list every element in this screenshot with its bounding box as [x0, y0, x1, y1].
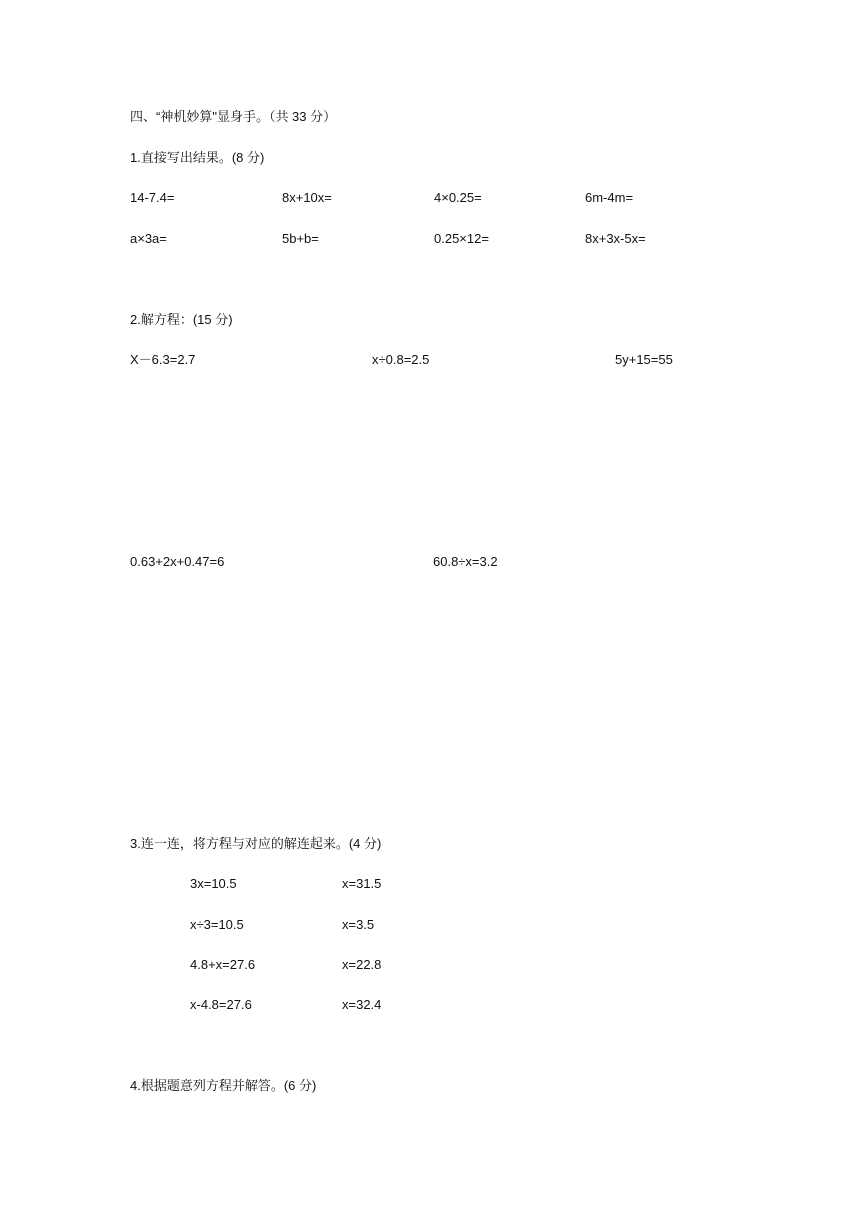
q1-item: 8x+10x= — [282, 190, 332, 205]
q2-equation: x÷0.8=2.5 — [372, 352, 430, 367]
q3-solution: x=3.5 — [342, 917, 375, 932]
q1-item: 8x+3x-5x= — [585, 231, 646, 246]
q3-solution: x=31.5 — [342, 876, 382, 891]
q1-heading: 1.直接写出结果。(8 分) — [130, 150, 265, 165]
q3-solution: x=22.8 — [342, 957, 382, 972]
q4-heading: 4.根据题意列方程并解答。(6 分) — [130, 1078, 317, 1093]
q2-equation: 0.63+2x+0.47=6 — [130, 554, 225, 569]
q1-item: 6m-4m= — [585, 190, 634, 205]
q2-equation: X－6.3=2.7 — [130, 352, 196, 367]
q3-heading: 3.连一连，将方程与对应的解连起来。(4 分) — [130, 836, 382, 851]
q3-solution: x=32.4 — [342, 997, 382, 1012]
section-title: 四、“神机妙算"显身手。（共 33 分） — [130, 109, 337, 124]
q1-item: 4×0.25= — [434, 190, 482, 205]
q1-item: 14-7.4= — [130, 190, 175, 205]
q3-equation: x÷3=10.5 — [190, 917, 244, 932]
q3-equation: 3x=10.5 — [190, 876, 237, 891]
q2-equation: 60.8÷x=3.2 — [433, 554, 498, 569]
q1-item: 0.25×12= — [434, 231, 489, 246]
q3-equation: x-4.8=27.6 — [190, 997, 252, 1012]
q1-item: a×3a= — [130, 231, 167, 246]
q3-equation: 4.8+x=27.6 — [190, 957, 256, 972]
q2-equation: 5y+15=55 — [615, 352, 673, 367]
q2-heading: 2.解方程：(15 分) — [130, 312, 233, 327]
q1-item: 5b+b= — [282, 231, 319, 246]
